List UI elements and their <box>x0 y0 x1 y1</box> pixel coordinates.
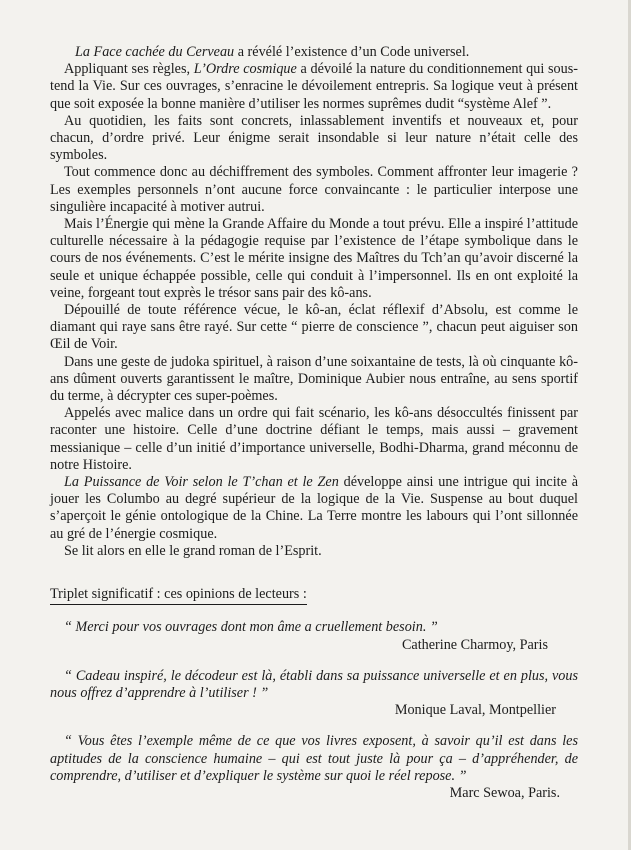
paragraph-esprit: Se lit alors en elle le grand roman de l’Esprit. <box>64 542 322 559</box>
reader-opinions-heading: Triplet significatif : ces opinions de lecteurs : <box>50 586 307 605</box>
quote-text: “ Merci pour vos ouvrages dont mon âme a cruellement besoin. ” <box>64 619 438 636</box>
book-title-ordre-cosmique: L’Ordre cosmique <box>193 61 297 78</box>
paragraph-scenario: Appelés avec malice dans un ordre qui fait scénario, les kô-ans désoccultés finissent par raconter une histoire. Celle d’une doctrine défiant le temps, mais aussi – gravement messianique – celle d’un initié d’importance universelle, Bodhi-Dharma, grand méconnu de notre Histoire. <box>50 405 578 473</box>
reader-quote <box>50 733 578 802</box>
paragraph-energie: Mais l’Énergie qui mène la Grande Affaire du Monde a tout prévu. Elle a inspiré l’attitude culturelle nécessaire à la pédagogie requise par l’existence de l’étape symbolique dans le cours de nos événements. C’est le mérite insigne des Maîtres du Tch’an qu’avoir discerné la seule et unique échappée possible, celle qui conduit à l’impersonnel. Ils en ont exploité la veine, forgeant tout exprès le trésor sans pair des kô-ans. <box>50 216 578 301</box>
paragraph-judoka: Dans une geste de judoka spirituel, à raison d’une soixantaine de tests, là où cinquante kô-ans dûment ouverts garantissent le maître, Dominique Aubier nous entraîne, au sens sportif du terme, à décrypter ces super-poèmes. <box>50 353 578 405</box>
reader-quote <box>50 668 578 720</box>
quote-author: Monique Laval, Montpellier <box>394 702 556 719</box>
book-title-puissance-de-voir: La Puissance de Voir selon le T’chan et le Zen <box>64 474 339 491</box>
paragraph-text: a dévoilé la nature du conditionnement qui sous-tend la Vie. Sur ces ouvrages, s’enracine le dévoilement entrepris. Sa logique veut à présent que soit exposée la bonne manière d’utiliser les normes suprêmes dudit “système Alef ”. <box>50 61 578 112</box>
book-title-face-cachee: La Face cachée du Cerveau <box>75 44 235 60</box>
quote-author: Catherine Charmoy, Paris <box>401 636 548 653</box>
paragraph-quotidien: Au quotidien, les faits sont concrets, inlassablement inventifs et nouveaux et, pour chacun, d’ordre privé. Leur énigme serait insondable si leur nature n’était celle des symboles. <box>50 112 578 164</box>
paragraph-symboles: Tout commence donc au déchiffrement des symboles. Comment affronter leur imagerie ? Les exemples personnels n’ont aucune force convaincante : le particulier interpose une singulière incapacité à motiver autrui. <box>50 164 578 215</box>
reader-quote <box>50 619 578 653</box>
paragraph-puissance-de-voir <box>50 474 578 543</box>
paragraph-ko-an: Dépouillé de toute référence vécue, le kô-an, éclat réflexif d’Absolu, est comme le diamant qui raye sans être rayé. Sur cette “ pierre de conscience ”, chacun peut aiguiser son Œil de Voir. <box>50 302 578 353</box>
quote-text: “ Vous êtes l’exemple même de ce que vos livres exposent, à savoir qu’il est dans les aptitudes de la conscience humaine – qui est tout juste là pour ça – d’appréhender, de comprendre, d’utiliser et d’expliquer le système sur quoi le réel repose. ” <box>50 733 578 784</box>
paragraph-text: développe ainsi une intrigue qui incite à jouer les Columbo au degré supérieur de la logique de la Vie. Suspense au bout duquel s’aperçoit le génie ontologique de la Chine. La Terre montre les labours qui l’ont sillonnée au gré de l’énergie cosmique. <box>50 474 578 542</box>
quote-author: Marc Sewoa, Paris. <box>449 784 560 801</box>
quote-text: “ Cadeau inspiré, le décodeur est là, établi dans sa puissance universelle et en plus, vous nous offrez d’apprendre à l’utiliser ! ” <box>50 667 578 701</box>
paragraph-ordre-cosmique <box>50 61 578 113</box>
paragraph-text: Appliquant ses règles, <box>64 61 194 78</box>
intro-paragraph <box>75 44 578 61</box>
intro-text: a révélé l’existence d’un Code universel. <box>234 44 470 60</box>
